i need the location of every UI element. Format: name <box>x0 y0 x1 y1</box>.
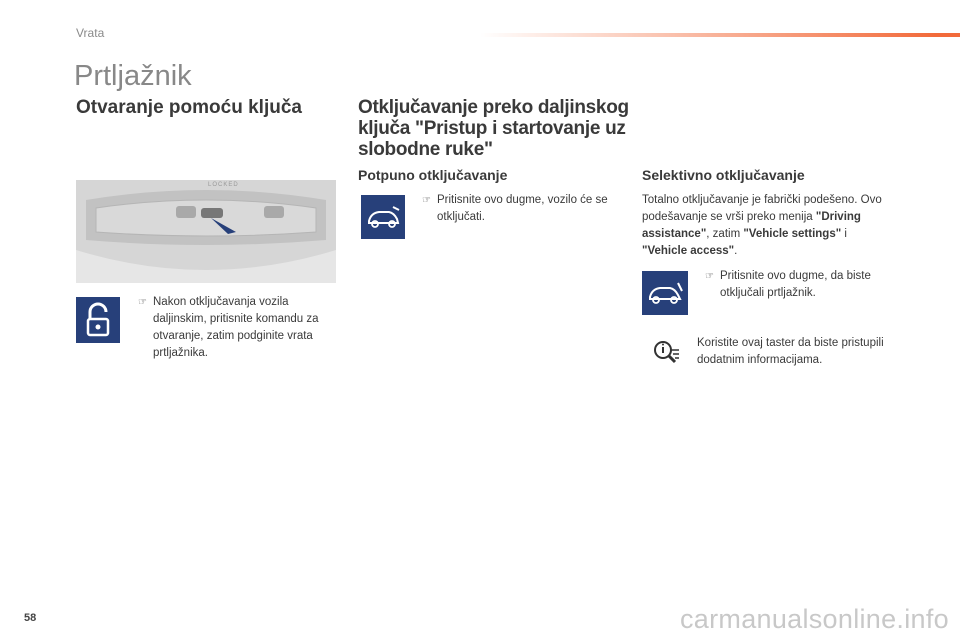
info-magnifier-icon <box>651 338 683 370</box>
unlock-padlock-icon <box>76 297 120 343</box>
header-section-label: Vrata <box>76 26 105 40</box>
full-unlock-bullet: ☞ Pritisnite ovo dugme, vozilo će se otključati. <box>422 194 608 223</box>
section-key-title: Otvaranje pomoću ključa <box>76 97 302 118</box>
bullet-arrow-icon: ☞ <box>422 195 431 206</box>
selective-unlock-bullet: ☞ Pritisnite ovo dugme, da biste otključali prtljažnik. <box>705 270 871 299</box>
page-title: Prtljažnik <box>74 60 192 92</box>
header-accent-bar <box>480 33 960 37</box>
full-unlock-subtitle: Potpuno otključavanje <box>358 167 508 183</box>
bullet-arrow-icon: ☞ <box>705 271 714 282</box>
info-text: Koristite ovaj taster da biste pristupili dodatnim informacijama. <box>697 337 884 366</box>
selective-unlock-paragraph: Totalno otključavanje je fabrički podešeno. Ovo podešavanje se vrši preko menija "Driving assistance", zatim "Vehicle settings" i "Vehicle access". <box>642 194 882 257</box>
car-unlock-icon <box>361 195 405 239</box>
car-trunk-unlock-icon <box>642 271 688 315</box>
watermark: carmanualsonline.info <box>680 604 949 634</box>
bullet-arrow-icon: ☞ <box>138 297 147 308</box>
selective-unlock-subtitle: Selektivno otključavanje <box>642 167 805 183</box>
photo-caption: LOCKED <box>208 182 239 188</box>
tailgate-photo <box>76 180 336 283</box>
page-number: 58 <box>24 612 37 624</box>
section-remote-title: Otključavanje preko daljinskog ključa "Pristup i startovanje uz slobodne ruke" <box>358 97 629 160</box>
section-key-bullet: ☞ Nakon otključavanja vozila daljinskim, pritisnite komandu za otvaranje, zatim podginite vrata prtljažnika. <box>138 296 319 359</box>
